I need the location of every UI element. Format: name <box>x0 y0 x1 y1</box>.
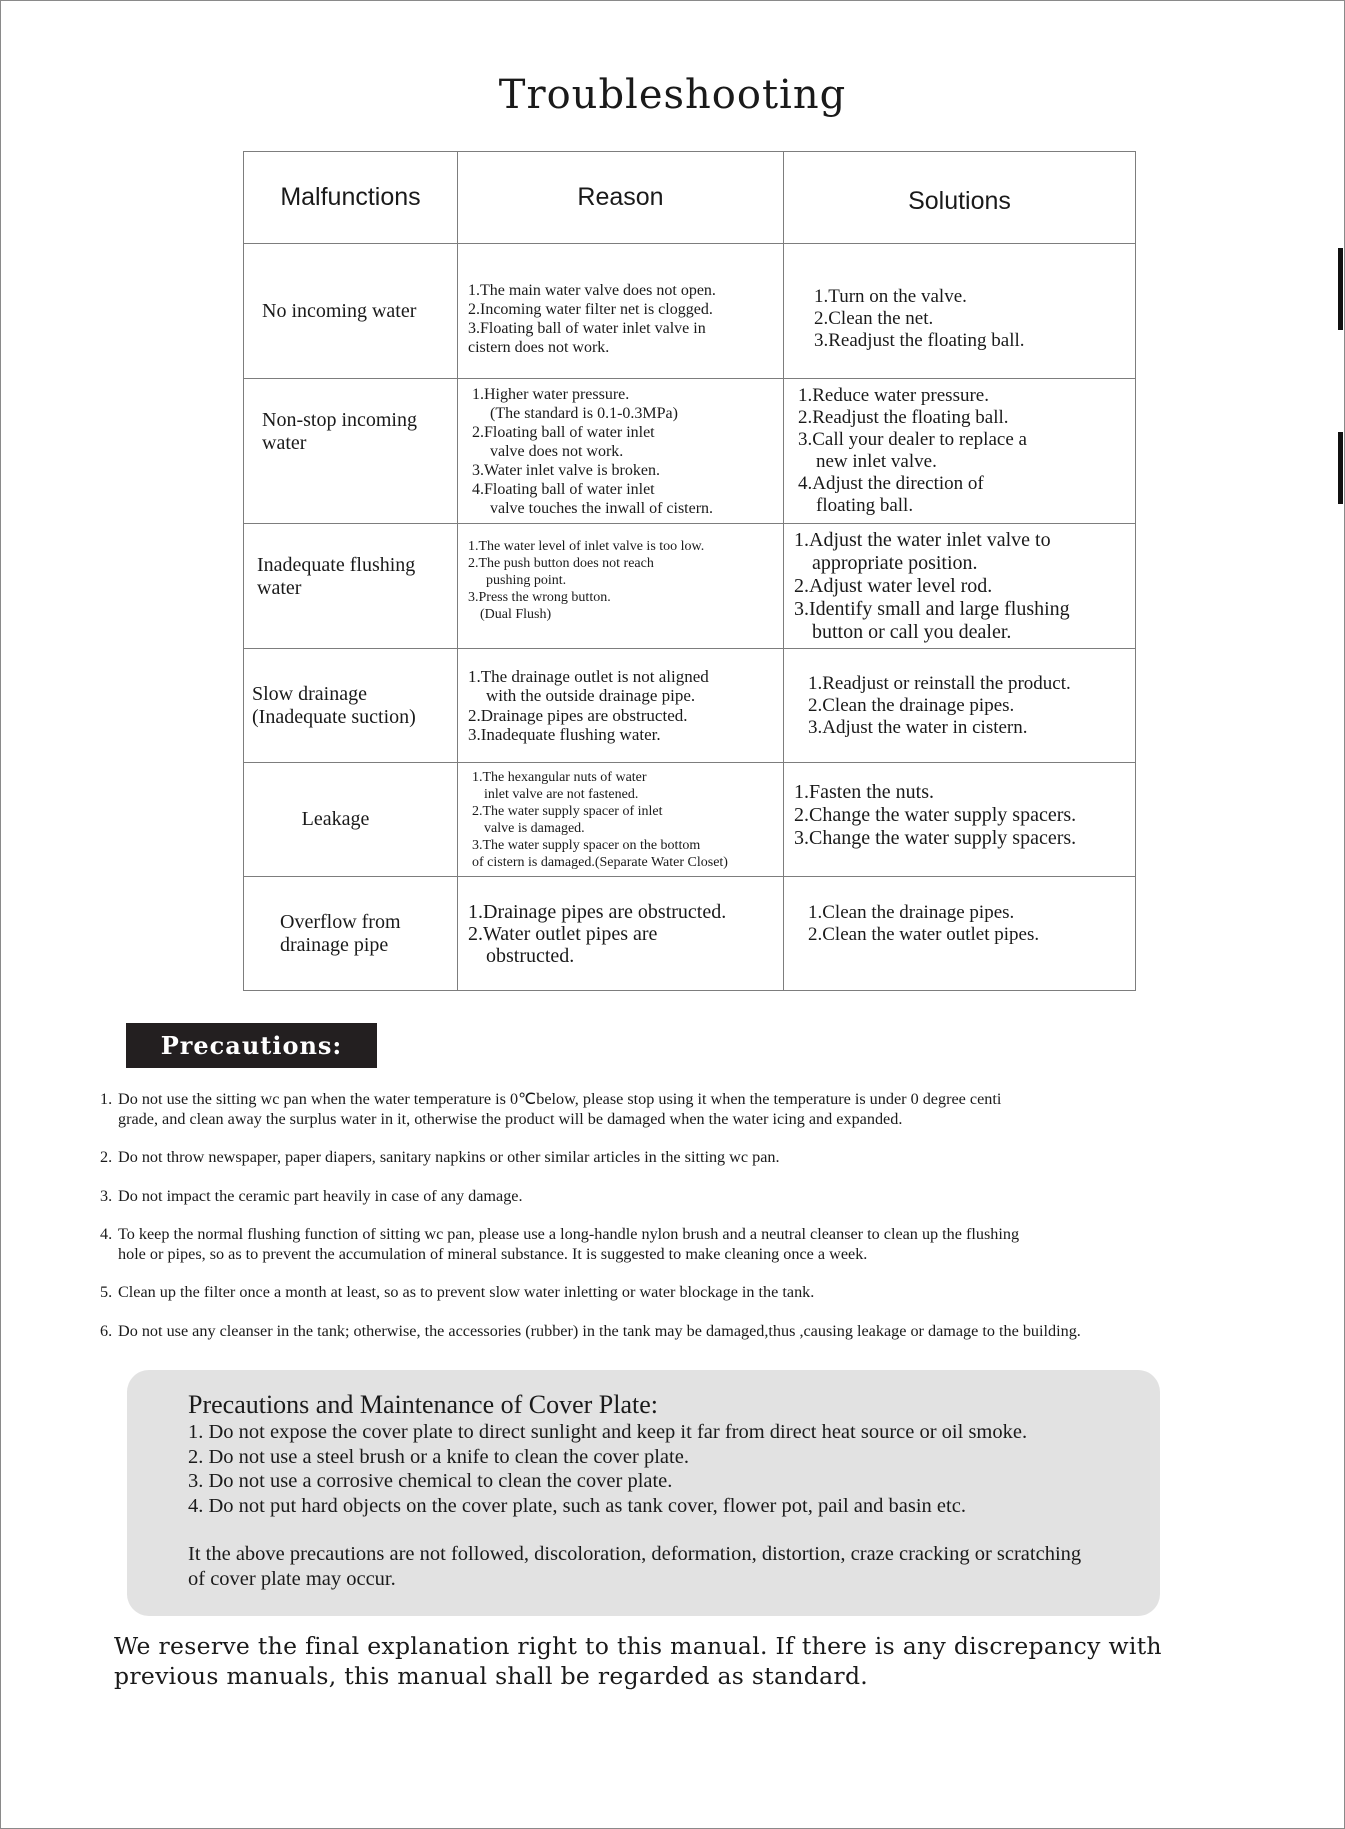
reason-line: 2.Floating ball of water inlet <box>472 423 655 441</box>
table-row <box>244 244 1136 379</box>
reason-line: (Dual Flush) <box>480 607 552 622</box>
malfunction-text: Slow drainage <box>252 682 367 705</box>
reason-cell <box>458 379 784 524</box>
table-row <box>244 877 1136 991</box>
cover-plate-title: Precautions and Maintenance of Cover Plate: <box>188 1390 659 1419</box>
solution-line: 3.Change the water supply spacers. <box>794 827 1077 849</box>
reason-cell <box>458 649 784 763</box>
reason-line: 1.The drainage outlet is not aligned <box>468 666 709 686</box>
solution-line: 2.Clean the drainage pipes. <box>808 694 1015 716</box>
item-number: 4. <box>100 1225 113 1243</box>
list-item: 2. Do not use a steel brush or a knife to clean the cover plate. <box>188 1445 689 1468</box>
footer-line: We reserve the final explanation right to this manual. If there is any discrepancy with <box>114 1632 1162 1660</box>
page-title: Troubleshooting <box>498 72 847 118</box>
list-item <box>100 1283 1210 1303</box>
reason-line: obstructed. <box>486 944 575 967</box>
header-reason: Reason <box>458 152 784 244</box>
table-header-row <box>244 152 1136 244</box>
reason-line: valve does not work. <box>490 442 624 460</box>
solution-line: 2.Adjust water level rod. <box>794 574 993 597</box>
solution-cell <box>784 763 1136 877</box>
precautions-list <box>100 1090 1210 1360</box>
reason-line: 2.Drainage pipes are obstructed. <box>468 705 688 725</box>
solution-line: 3.Identify small and large flushing <box>794 597 1070 620</box>
solution-line: 1.Reduce water pressure. <box>798 385 989 406</box>
item-number: 1. <box>100 1090 113 1108</box>
solution-line: 2.Change the water supply spacers. <box>794 804 1077 826</box>
table-row <box>244 379 1136 524</box>
solution-cell <box>784 244 1136 379</box>
malfunction-text: water <box>257 577 302 599</box>
solution-cell <box>784 649 1136 763</box>
solution-line: 3.Adjust the water in cistern. <box>808 716 1028 738</box>
reason-cell <box>458 877 784 991</box>
item-text: To keep the normal flushing function of sitting wc pan, please use a long-handle nylon brush and a neutral cleanser to clean up the flushing <box>118 1225 1020 1243</box>
list-item: 3. Do not use a corrosive chemical to clean the cover plate. <box>188 1470 673 1492</box>
malfunction-text: Non-stop incoming <box>262 409 417 431</box>
reason-line: 3.The water supply spacer on the bottom <box>472 837 701 853</box>
malfunction-text: Inadequate flushing <box>257 554 416 576</box>
malfunction-text: (Inadequate suction) <box>252 705 416 728</box>
item-number: 6. <box>100 1321 113 1340</box>
item-text: Do not use the sitting wc pan when the water temperature is 0℃below, please stop using it when the temperature is under 0 degree centi <box>118 1090 1002 1108</box>
solution-line: appropriate position. <box>812 551 978 574</box>
solution-line: 2.Clean the net. <box>814 308 934 329</box>
malfunction-text: Overflow from <box>280 910 401 933</box>
solution-line: 1.Readjust or reinstall the product. <box>808 672 1071 694</box>
edge-mark <box>1338 432 1343 504</box>
reason-line: 4.Floating ball of water inlet <box>472 480 655 498</box>
solution-cell <box>784 524 1136 649</box>
solution-cell <box>784 379 1136 524</box>
malfunction-text: Leakage <box>301 808 370 830</box>
item-number: 5. <box>100 1283 113 1301</box>
item-text: Do not impact the ceramic part heavily in case of any damage. <box>118 1186 523 1205</box>
solution-line: floating ball. <box>816 495 914 516</box>
item-text: grade, and clean away the surplus water in it, otherwise the product will be damaged when the water icing and expanded. <box>118 1109 903 1128</box>
footer-line: previous manuals, this manual shall be regarded as standard. <box>114 1662 869 1690</box>
item-text: hole or pipes, so as to prevent the accumulation of mineral substance. It is suggested to make cleaning once a week. <box>118 1244 868 1263</box>
edge-mark <box>1338 248 1343 330</box>
reason-line: (The standard is 0.1-0.3MPa) <box>490 404 678 422</box>
malfunction-cell <box>244 763 458 877</box>
reason-line: 3.Floating ball of water inlet valve in <box>468 320 706 337</box>
reason-line: 2.Water outlet pipes are <box>468 922 658 945</box>
reason-line: cistern does not work. <box>468 339 610 356</box>
solution-line: new inlet valve. <box>816 451 937 472</box>
item-text: Do not use any cleanser in the tank; otherwise, the accessories (rubber) in the tank may be damaged,thus ,causing leakage or damage to the building. <box>118 1321 1081 1340</box>
header-malfunctions: Malfunctions <box>244 152 458 244</box>
reason-line: valve touches the inwall of cistern. <box>490 499 714 517</box>
malfunction-cell <box>244 379 458 524</box>
solution-line: 2.Readjust the floating ball. <box>798 407 1009 428</box>
item-text: Clean up the filter once a month at least, so as to prevent slow water inletting or water blockage in the tank. <box>118 1283 815 1301</box>
reason-line: 3.Press the wrong button. <box>468 590 611 605</box>
reason-line: 1.The hexangular nuts of water <box>472 769 647 785</box>
item-text: Do not throw newspaper, paper diapers, sanitary napkins or other similar articles in the sitting wc pan. <box>118 1148 780 1166</box>
header-solutions: Solutions <box>784 152 1136 244</box>
list-item <box>100 1148 1210 1168</box>
reason-line: 1.The water level of inlet valve is too low. <box>468 539 705 554</box>
list-item: 1. Do not expose the cover plate to direct sunlight and keep it far from direct heat source or oil smoke. <box>188 1421 1028 1443</box>
reason-line: 1.Higher water pressure. <box>472 385 630 403</box>
reason-cell <box>458 524 784 649</box>
reason-line: 2.The water supply spacer of inlet <box>472 803 663 819</box>
solution-line: 1.Adjust the water inlet valve to <box>794 528 1051 551</box>
footer-statement <box>114 1631 1234 1691</box>
cover-plate-list <box>188 1420 1027 1518</box>
item-number: 3. <box>100 1186 113 1205</box>
solution-line: 3.Call your dealer to replace a <box>798 429 1027 450</box>
malfunction-cell <box>244 524 458 649</box>
list-item <box>100 1187 1210 1207</box>
malfunction-text: drainage pipe <box>280 933 389 956</box>
reason-line: valve is damaged. <box>484 820 585 836</box>
list-item: 4. Do not put hard objects on the cover plate, such as tank cover, flower pot, pail and basin etc. <box>188 1494 966 1517</box>
malfunction-text: No incoming water <box>262 299 417 322</box>
solution-line: 1.Turn on the valve. <box>814 286 967 307</box>
list-item <box>100 1322 1210 1342</box>
solution-cell <box>784 877 1136 991</box>
precautions-heading: Precautions: <box>126 1023 377 1068</box>
reason-line: with the outside drainage pipe. <box>486 686 696 705</box>
reason-line: 2.The push button does not reach <box>468 556 654 571</box>
solution-line: 3.Readjust the floating ball. <box>814 330 1025 351</box>
reason-line: pushing point. <box>486 573 567 588</box>
solution-line: 1.Clean the drainage pipes. <box>808 901 1015 923</box>
malfunction-text: water <box>262 432 307 454</box>
solution-line: button or call you dealer. <box>812 620 1012 643</box>
reason-line: 3.Inadequate flushing water. <box>468 725 661 744</box>
reason-cell <box>458 763 784 877</box>
note-line: It the above precautions are not followed, discoloration, deformation, distortion, craze cracking or scratching <box>188 1543 1082 1565</box>
item-number: 2. <box>100 1148 113 1166</box>
malfunction-cell <box>244 244 458 379</box>
list-item <box>100 1090 1210 1129</box>
note-line: of cover plate may occur. <box>188 1567 396 1590</box>
table-row <box>244 649 1136 763</box>
table-row <box>244 524 1136 649</box>
cover-plate-note <box>188 1542 1168 1591</box>
reason-line: of cistern is damaged.(Separate Water Closet) <box>472 854 728 870</box>
reason-line: 1.Drainage pipes are obstructed. <box>468 900 727 923</box>
reason-line: 3.Water inlet valve is broken. <box>472 461 660 479</box>
malfunction-cell <box>244 877 458 991</box>
list-item <box>100 1225 1210 1264</box>
reason-cell <box>458 244 784 379</box>
solution-line: 1.Fasten the nuts. <box>794 781 934 803</box>
table-row <box>244 763 1136 877</box>
solution-line: 2.Clean the water outlet pipes. <box>808 923 1040 945</box>
malfunction-cell <box>244 649 458 763</box>
solution-line: 4.Adjust the direction of <box>798 473 984 494</box>
reason-line: 2.Incoming water filter net is clogged. <box>468 301 713 318</box>
reason-line: inlet valve are not fastened. <box>484 786 639 802</box>
reason-line: 1.The main water valve does not open. <box>468 282 716 299</box>
troubleshooting-table <box>243 151 1136 991</box>
